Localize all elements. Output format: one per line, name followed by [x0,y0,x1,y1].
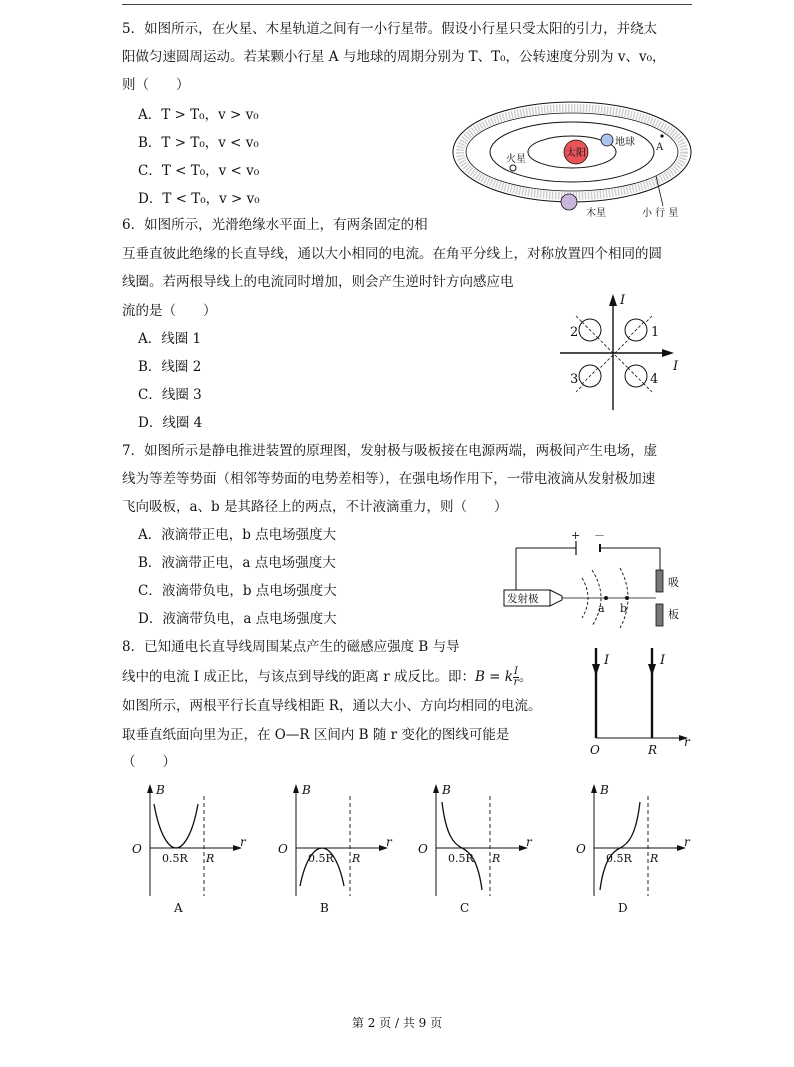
b-axis-label: B [600,783,609,797]
wire-1-arrow [592,664,600,676]
negative-sign: － [594,529,605,542]
q8-line5: （ ） [122,754,176,770]
current-label-horizontal: I [673,359,679,374]
q5-option-d: D．T < T₀，v > v₀ [138,191,260,207]
q8-line4: 取垂直纸面向里为正，在 O—R 区间内 B 随 r 变化的图线可能是 [122,727,510,743]
q7-thruster-figure [500,528,690,634]
graph-option-label: A [174,901,183,915]
positive-sign: + [571,529,581,542]
q5-orbit-figure [456,104,696,220]
collector-plate-top [656,570,663,592]
q5-line2: 阳做匀速圆周运动。若某颗小行星 A 与地球的周期分别为 T、T₀，公转速度分别为 v、v₀， [122,49,666,65]
graph-option-b [270,782,414,914]
current-label-vertical: I [620,293,626,308]
q6-option-d: D．线圈 4 [138,415,203,431]
graph-option-c [410,782,554,914]
q8-line1: 8．已知通电长直导线周围某点产生的磁感应强度 B 与导 [122,639,460,655]
r-label: R [492,852,501,865]
emitter-nozzle [550,590,562,606]
q6-option-b: B．线圈 2 [138,359,202,375]
b-axis-arrow [147,784,153,793]
q7-option-b: B．液滴带正电，a 点电场强度大 [138,555,336,571]
b-axis-arrow [293,784,299,793]
q5-option-b: B．T > T₀，v < v₀ [138,135,259,151]
page-footer: 第 2 页 / 共 9 页 [351,1016,443,1030]
half-r-label: 0.5R [606,852,632,865]
asteroid-label: 小 行 星 [642,208,679,219]
formula-denominator: r [513,677,519,688]
coil-label-3: 3 [570,372,579,387]
jupiter-label: 木星 [586,208,606,219]
r-axis-label: r [240,835,246,849]
graph-option-d [568,782,712,914]
q5-option-a: A．T > T₀，v > v₀ [138,107,259,123]
header-rule [122,4,692,5]
formula-lhs: B = k [474,669,513,685]
b-curve [154,804,198,848]
q7-option-c: C．液滴带负电，b 点电场强度大 [138,583,337,599]
q8-line3: 如图所示，两根平行长直导线相距 R，通以大小、方向均相同的电流。 [122,698,542,714]
mars [510,165,516,171]
origin-label: O [132,842,142,856]
r-axis-label: r [526,835,532,849]
graph-option-label: C [460,901,470,915]
q6-line4: 流的是（ ） [122,303,217,319]
q5-option-c: C．T < T₀，v < v₀ [138,163,260,179]
asteroid-a [660,134,663,137]
q7-line2: 线为等差等势面（相邻等势面的电势差相等），在强电场作用下，一带电液滴从发射极加速 [122,471,656,487]
collector-label-bottom: 板 [668,608,679,621]
q6-option-c: C．线圈 3 [138,387,202,403]
sun-label: 太阳 [566,148,586,159]
point-a-label: a [598,602,605,615]
q8-wires-figure [580,642,692,760]
r-axis-label: r [684,735,690,749]
q6-line2: 互垂直彼此绝缘的长直导线，通以大小相同的电流。在角平分线上，对称放置四个相同的圆 [122,246,662,262]
b-axis-label: B [302,783,311,797]
coil-label-1: 1 [651,325,660,340]
q8-line2-text: 线中的电流 I 成正比，与该点到导线的距离 r 成反比。即： [122,669,475,685]
b-curve [442,802,482,890]
wire-2-arrow [648,664,656,676]
q6-option-a: A．线圈 1 [138,331,202,347]
q7-option-d: D．液滴带负电，a 点电场强度大 [138,611,337,627]
b-curve [600,802,640,890]
r-axis-label: r [386,835,392,849]
q6-line3: 线圈。若两根导线上的电流同时增加，则会产生逆时针方向感应电 [122,274,514,290]
r-label: R [352,852,361,865]
graph-option-label: D [618,901,628,915]
vertical-wire-arrow [609,294,617,306]
q7-option-a: A．液滴带正电，b 点电场强度大 [138,527,337,543]
point-b-label: b [620,602,628,615]
origin-label: O [590,743,600,757]
graph-option-label: B [320,901,329,915]
q7-line3: 飞向吸板，a、b 是其路径上的两点，不计液滴重力，则（ ） [122,499,508,515]
point-b [625,596,629,600]
jupiter [561,194,577,210]
q7-line1: 7．如图所示是静电推进装置的原理图，发射极与吸板接在电源两端，两极间产生电场，虚 [122,443,658,459]
point-a [604,596,608,600]
origin-label: O [418,842,428,856]
half-r-label: 0.5R [308,852,334,865]
b-axis-arrow [433,784,439,793]
emitter-label: 发射极 [507,593,539,605]
coil-label-4: 4 [650,372,659,387]
q6-coil-figure [556,290,690,414]
earth [601,134,613,146]
origin-label: O [576,842,586,856]
b-axis-label: B [156,783,165,797]
r-axis-label: r [684,835,690,849]
horizontal-wire-arrow [662,349,674,357]
r-label: R [206,852,215,865]
b-axis-arrow [591,784,597,793]
q5-line3: 则（ ） [122,77,190,93]
mars-label: 火星 [506,154,526,165]
r-label: R [650,852,659,865]
q5-line1: 5．如图所示，在火星、木星轨道之间有一小行星带。假设小行星只受太阳的引力，并绕太 [122,21,658,37]
wire-1-current: I [604,653,610,668]
r-mark-label: R [648,743,658,757]
wire-2-current: I [660,653,666,668]
formula-numerator: I [513,666,518,677]
b-axis-label: B [442,783,451,797]
asteroid-a-label: A [656,142,664,153]
earth-label: 地球 [615,137,635,148]
collector-plate-bottom [656,604,663,626]
q6-line1: 6．如图所示，光滑绝缘水平面上，有两条固定的相 [122,217,428,233]
coil-label-2: 2 [570,325,579,340]
origin-label: O [278,842,288,856]
half-r-label: 0.5R [162,852,188,865]
half-r-label: 0.5R [448,852,474,865]
collector-label-top: 吸 [668,576,679,589]
q8-line2-end: 。 [518,669,533,685]
graph-option-a [124,782,268,914]
q8-line2 [122,667,532,688]
